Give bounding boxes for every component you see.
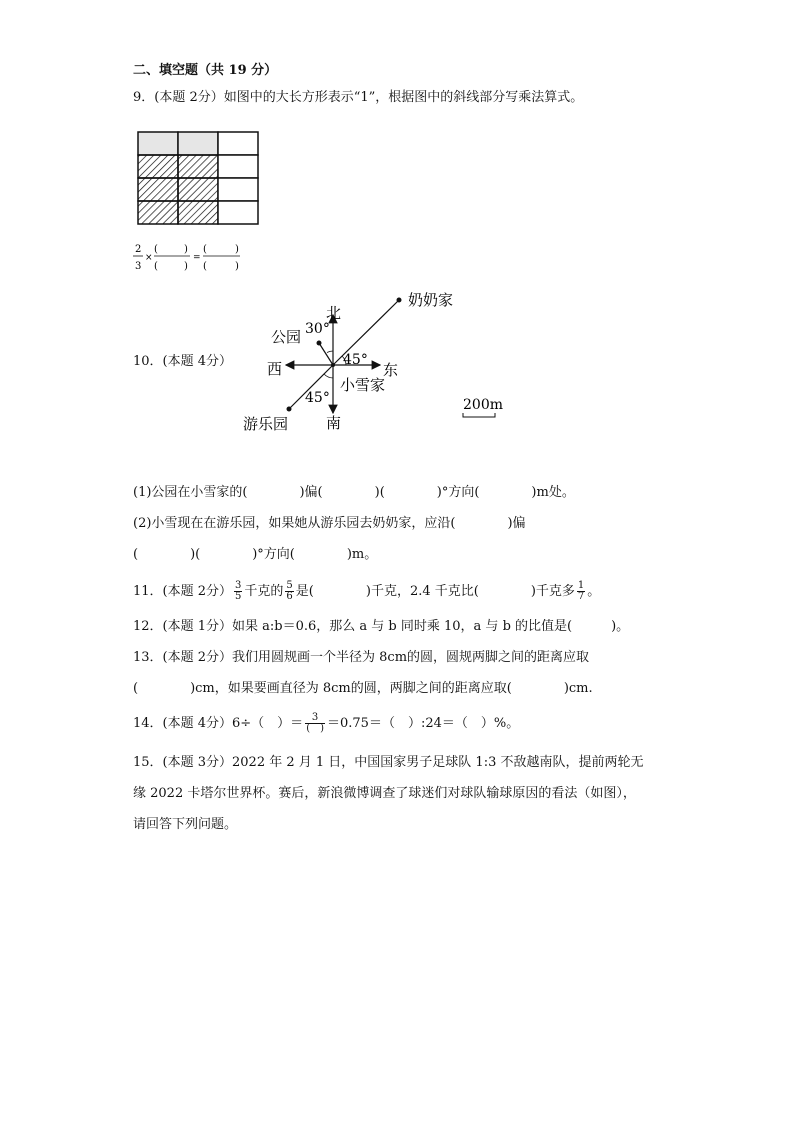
question-15-line3: 请回答下列问题。 [133,817,238,832]
north-label: 北 [326,304,342,322]
eq-paren-close: ) [235,244,239,255]
eq-paren-close: ) [184,261,188,272]
home-label: 小雪家 [340,376,386,394]
grandma-point [397,298,402,303]
amusement-label: 游乐园 [243,415,289,433]
q11-fraction-3: $\frac{1}{7}$ [577,580,585,602]
question-11 [133,581,600,602]
eq-times: × [145,253,153,263]
eq-paren-open: ( [203,244,207,255]
q11-fraction-2: $\frac{5}{6}$ [286,580,293,602]
grid-cell-empty [218,155,258,178]
question-9-text: 9．(本题 2分）如图中的大长方形表示“1”，根据图中的斜线部分写乘法算式。 [133,90,584,105]
grid-cell-hatched [138,178,178,201]
question-12: 12．(本题 1分）如果 a:b＝0.6，那么 a 与 b 同时乘 10，a 与 b 的比值是( )。 [133,619,630,634]
question-13-line2: ( )cm，如果要画直径为 8cm的圆，两脚之间的距离应取( )cm. [133,681,593,696]
eq-equals: = [193,253,201,263]
q11-text-3: 。 [587,584,601,599]
q11-text-1: 千克的 [244,584,284,599]
eq-paren-close: ) [235,261,239,272]
grid-cell-hatched [138,201,178,224]
question-15-line1: 15．(本题 3分）2022 年 2 月 1 日，中国国家男子足球队 1:3 不敌越南队，提前两轮无 [133,755,644,770]
west-label: 西 [267,360,283,378]
q11-fraction-1: $\frac{3}{5}$ [235,580,242,602]
question-10-part1: (1)公园在小雪家的( )偏( )( )°方向( )m处。 [133,485,575,500]
q10-direction-map [230,285,530,440]
grid-cell-hatched [178,178,218,201]
question-14 [133,713,519,734]
question-10-part2-cont: ( )( )°方向( )m。 [133,547,378,562]
grid-cell-shaded [138,132,178,155]
angle-30-label: 30° [305,321,330,337]
q14-prefix: 14．(本题 4分）6÷（ ）＝ [133,716,304,731]
angle-45-lower-label: 45° [305,390,330,406]
eq-paren-close: ) [184,244,188,255]
section-title: 二、填空题（共 19 分） [133,63,278,78]
grid-cell-empty [218,201,258,224]
question-10-label: 10．(本题 4分） [133,354,233,369]
eq-frac1-num: 2 [135,244,142,255]
park-point [317,341,322,346]
eq-frac1-den: 3 [135,261,142,272]
amusement-point [287,407,292,412]
grid-cell-hatched [178,201,218,224]
grid-cell-shaded [178,132,218,155]
home-point [331,363,335,367]
question-13-line1: 13．(本题 2分）我们用圆规画一个半径为 8cm的圆，圆规两脚之间的距离应取 [133,650,590,665]
q11-prefix: 11．(本题 2分） [133,584,233,599]
eq-paren-open: ( [154,244,158,255]
park-label: 公园 [271,328,302,346]
eq-paren-open: ( [203,261,207,272]
grid-cell-empty [218,178,258,201]
grandma-label: 奶奶家 [408,291,454,309]
q9-equation [132,238,252,274]
grid-cell-empty [218,132,258,155]
question-10-part2: (2)小雪现在在游乐园，如果她从游乐园去奶奶家，应沿( )偏 [133,516,526,531]
route-to-park [319,343,333,365]
south-label: 南 [326,414,342,432]
scale-bar [463,413,495,417]
grid-cell-hatched [178,155,218,178]
scale-label: 200m [463,397,503,413]
q9-rectangle-figure [136,130,262,226]
eq-paren-open: ( [154,261,158,272]
east-label: 东 [383,361,399,379]
angle-45-upper-label: 45° [343,352,368,368]
q11-text-2: 是( )千克，2.4 千克比( )千克多 [295,584,575,599]
q14-fraction: $\frac{3}{( )}$ [306,712,324,734]
q14-suffix: ＝0.75＝（ ）:24＝（ ）%。 [327,716,520,731]
grid-cell-hatched [138,155,178,178]
question-15-line2: 缘 2022 卡塔尔世界杯。赛后，新浪微博调查了球迷们对球队输球原因的看法（如图）， [133,786,636,801]
